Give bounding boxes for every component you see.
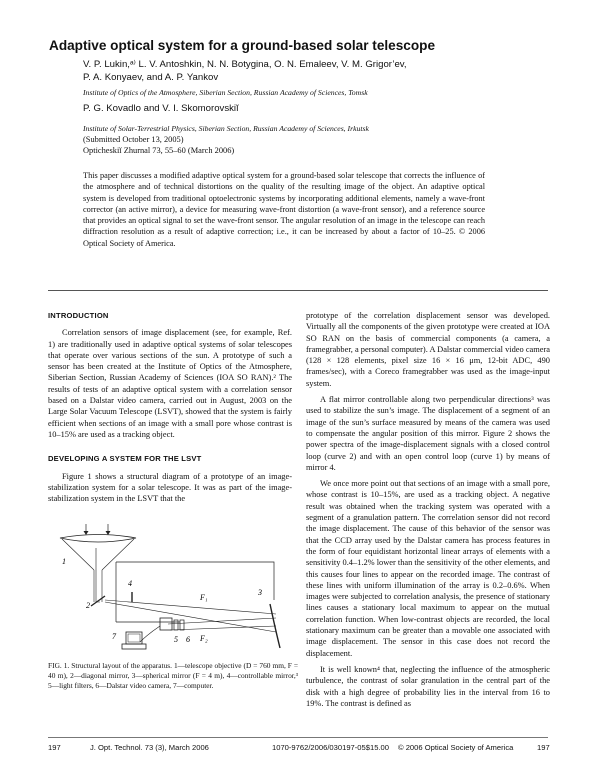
footer-journal: J. Opt. Technol. 73 (3), March 2006 bbox=[90, 743, 209, 752]
intro-paragraph: Correlation sensors of image displacement (see, for example, Ref. 1) are traditionally used in adaptive optical systems of solar telescopes that operate over various sections of the sun. A prototype of such a sensor has been created at the Institute of Optics of the Atmosphere, Siberian Section, Russian Academy of Sciences (IOA SO RAN).² The results of tests of an adaptive optical system with a correlation sensor based on a Dalstar video camera, carried out in August, 2003 on the Large Solar Vacuum Telescope (LSVT), showed that the system is fairly efficient when sections of an image with a small pore whose contrast is 10–15% are used as a tracking object. bbox=[48, 328, 292, 439]
label-6: 6 bbox=[186, 635, 190, 644]
right-column bbox=[306, 310, 550, 709]
light-filter bbox=[174, 620, 178, 630]
right-paragraph-1: prototype of the correlation displacement sensor was developed. Virtually all the components of the given prototype were created at IOA SO RAN on the basis of commercial components (a camera, a framegrabber, a personal computer). A Dalstar commercial video camera (128 × 128 elements, pixel size 16 × 16 μm, 12-bit ADC, 490 frames/sec), with a Coreco framegrabber was used as the image-input system. bbox=[306, 311, 550, 388]
label-4: 4 bbox=[128, 579, 132, 588]
footer-page-left: 197 bbox=[48, 743, 61, 752]
left-column bbox=[48, 310, 292, 504]
footer-divider bbox=[48, 737, 548, 738]
author-list-1-line-2: P. A. Konyaev, and A. P. Yankov bbox=[83, 72, 219, 83]
figure-1-diagram bbox=[48, 522, 298, 657]
journal-reference: Opticheskiĭ Zhurnal 73, 55–60 (March 2006) bbox=[83, 146, 235, 155]
paper-title: Adaptive optical system for a ground-based solar telescope bbox=[49, 38, 436, 53]
affiliation-1: Institute of Optics of the Atmosphere, Siberian Section, Russian Academy of Sciences, Tomsk bbox=[83, 88, 368, 97]
affiliation-2: Institute of Solar-Terrestrial Physics, Siberian Section, Russian Academy of Sciences, Irkutsk bbox=[83, 124, 369, 133]
submitted-date: (Submitted October 13, 2005) bbox=[83, 135, 184, 144]
developing-paragraph: Figure 1 shows a structural diagram of a prototype of an image-stabilization system for a solar telescope. It was as part of the image-stabilization system in the LSVT that the bbox=[48, 471, 292, 504]
author-list-2: P. G. Kovadlo and V. I. Skomorovskiĭ bbox=[83, 103, 239, 114]
computer-base bbox=[122, 644, 146, 649]
right-paragraph-4: It is well known⁴ that, neglecting the influence of the atmospheric turbulence, the contrast of solar granulation in the central part of the disk with a high degree of probability lies in the interval from 16 to 19%. The contrast is defined as bbox=[306, 664, 550, 708]
label-3: 3 bbox=[258, 588, 262, 597]
header-divider bbox=[48, 290, 548, 291]
section-heading-introduction: INTRODUCTION bbox=[48, 311, 109, 320]
diagonal-mirror bbox=[91, 596, 105, 606]
footer-issn: 1070-9762/2006/030197-05$15.00 bbox=[272, 743, 389, 752]
footer-copyright: © 2006 Optical Society of America bbox=[398, 743, 514, 752]
footer-page-right: 197 bbox=[537, 743, 550, 752]
right-paragraph-2: A flat mirror controllable along two perpendicular directions³ was used to stabilize the sun’s image. The displacement of a segment of an image of the sun’s surface measured by means of the camera was used to compensate the angular position of this mirror. Figure 2 shows the power spectra of the image-displacement signals with a closed control loop (curve 2) and with an open control loop (curve 1) by means of mirror 4. bbox=[306, 395, 550, 472]
section-heading-developing: DEVELOPING A SYSTEM FOR THE LSVT bbox=[48, 454, 202, 464]
label-7: 7 bbox=[112, 632, 116, 641]
author-list-1-line-1: V. P. Lukin,ᵃ⁾ L. V. Antoshkin, N. N. Botygina, O. N. Emaleev, V. M. Grigor’ev, bbox=[83, 59, 407, 70]
label-5: 5 bbox=[174, 635, 178, 644]
telescope-objective-lens bbox=[60, 535, 136, 543]
label-2: 2 bbox=[86, 601, 90, 610]
figure-1-caption: FIG. 1. Structural layout of the apparatus. 1—telescope objective (D = 760 mm, F = 40 m), 2—diagonal mirror, 3—spherical mirror (F = 4 m), 4—controllable mirror,³ 5—light filters, 6—Dalstar video camera, 7—computer. bbox=[48, 661, 298, 690]
label-f1: F₁ bbox=[200, 593, 208, 602]
label-f2: F₂ bbox=[200, 634, 208, 643]
abstract: This paper discusses a modified adaptive optical system for a ground-based solar telescope that corrects the influence of the atmosphere and of technical distortions on the quality of the resulting image of the object. An adaptive optical system is developed from traditional optoelectronic systems by incorporating additional elements, namely a wave-front corrector (an active mirror), a device for measuring wave-front distortion (a wave-front sensor), and a reference source that provides an optical signal to set the wave-front sensor. The angular resolution of an image in the telescope can reach diffraction resolution as a result of adaptive correction; i.e., it can be increased by about a factor of 10–25. © 2006 Optical Society of America. bbox=[83, 171, 485, 248]
right-paragraph-3: We once more point out that sections of an image with a small pore, whose contrast is 10–15%, are used as a tracking object. A negative result was obtained when the tracking system was operated with a segment of a granulation pattern. The correlation sensor did not record the image displacement. The cause of this behavior of the sensor was that the CCD array used by the Dalstar camera has process features in the form of four equidistant horizontal linear arrays of elements with a sensitivity 0.4–1.2% lower than the sensitivity of the other elements, and this causes four lines to appear on the recorded image. The contrast of these lines with uniform illumination of the array is 0.2–0.6%. When images were subjected to correlation analysis, the presence of stationary lines causes a stationary local maximum to appear on the mutual correlation function. When low-contrast objects are recorded, the local stationary maximum can be greater than a movable one associated with image displacement. The sensor in this case does not record the displacement. bbox=[306, 479, 550, 658]
label-1: 1 bbox=[62, 557, 66, 566]
apparatus-frame bbox=[116, 562, 274, 600]
